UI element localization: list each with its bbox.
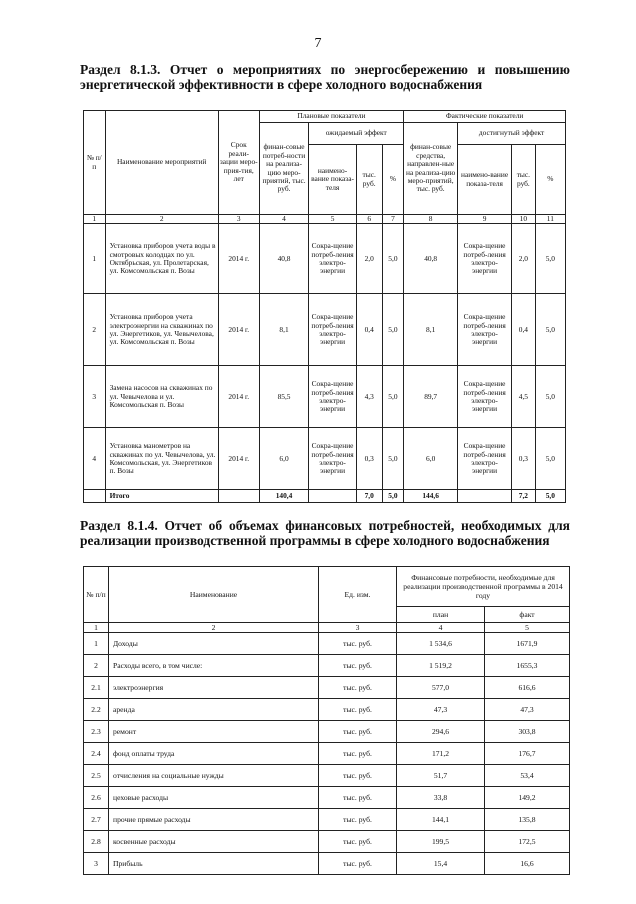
table-row bbox=[84, 366, 566, 428]
header-planned: Плановые показатели bbox=[259, 111, 403, 123]
t2-header-name: Наименование bbox=[109, 567, 319, 623]
plan-fin: 85,5 bbox=[259, 366, 309, 428]
fact-effect-name: Сокра-щение потреб-ления электро-энергии bbox=[458, 224, 512, 294]
row-number: 2.1 bbox=[84, 677, 109, 699]
fact-value: 176,7 bbox=[485, 743, 570, 765]
plan-effect-name: Сокра-щение потреб-ления электро-энергии bbox=[309, 224, 356, 294]
item-unit: тыс. руб. bbox=[319, 765, 397, 787]
plan-value: 577,0 bbox=[397, 677, 485, 699]
item-unit: тыс. руб. bbox=[319, 831, 397, 853]
table-row bbox=[84, 699, 570, 721]
row-number: 2.6 bbox=[84, 787, 109, 809]
plan-effect-name: Сокра-щение потреб-ления электро-энергии bbox=[309, 428, 356, 490]
item-unit: тыс. руб. bbox=[319, 633, 397, 655]
row-number: 2.3 bbox=[84, 721, 109, 743]
col-number: 3 bbox=[218, 215, 259, 224]
table-row bbox=[84, 655, 570, 677]
fact-value: 53,4 bbox=[485, 765, 570, 787]
row-number: 2.7 bbox=[84, 809, 109, 831]
total-plan-rub: 7,0 bbox=[356, 490, 382, 503]
fact-effect-name: Сокра-щение потреб-ления электро-энергии bbox=[458, 366, 512, 428]
fact-pct: 5,0 bbox=[535, 366, 565, 428]
total-label: Итого bbox=[105, 490, 218, 503]
header-fact-effect-name: наимено-вание показа-теля bbox=[458, 145, 512, 215]
fact-fin: 8,1 bbox=[404, 294, 458, 366]
t2-header-fact: факт bbox=[485, 607, 570, 623]
col-number: 5 bbox=[485, 623, 570, 633]
item-unit: тыс. руб. bbox=[319, 655, 397, 677]
fact-value: 616,6 bbox=[485, 677, 570, 699]
col-number: 1 bbox=[84, 215, 106, 224]
t2-header-plan: план bbox=[397, 607, 485, 623]
item-name: косвенные расходы bbox=[109, 831, 319, 853]
fact-value: 149,2 bbox=[485, 787, 570, 809]
col-number: 7 bbox=[382, 215, 404, 224]
total-fact-pct: 5,0 bbox=[535, 490, 565, 503]
table-row bbox=[84, 765, 570, 787]
table-row bbox=[84, 294, 566, 366]
fact-value: 135,8 bbox=[485, 809, 570, 831]
total-fact-fin: 144,6 bbox=[404, 490, 458, 503]
col-number: 2 bbox=[105, 215, 218, 224]
table-row bbox=[84, 809, 570, 831]
t2-header-needs: Финансовые потребности, необходимые для реализации производственной программы в 2014 году bbox=[397, 567, 570, 607]
table-row bbox=[84, 428, 566, 490]
item-unit: тыс. руб. bbox=[319, 677, 397, 699]
item-name: фонд оплаты труда bbox=[109, 743, 319, 765]
row-number: 2.5 bbox=[84, 765, 109, 787]
plan-effect-name: Сокра-щение потреб-ления электро-энергии bbox=[309, 366, 356, 428]
table-row bbox=[84, 831, 570, 853]
row-number: 1 bbox=[84, 633, 109, 655]
plan-effect-name: Сокра-щение потреб-ления электро-энергии bbox=[309, 294, 356, 366]
measure-term: 2014 г. bbox=[218, 366, 259, 428]
measure-term: 2014 г. bbox=[218, 224, 259, 294]
col-number: 10 bbox=[512, 215, 536, 224]
plan-pct: 5,0 bbox=[382, 224, 404, 294]
fact-value: 47,3 bbox=[485, 699, 570, 721]
section-8-1-3-title: Раздел 8.1.3. Отчет о мероприятиях по энергосбережению и повышению энергетической эффективности в сфере холодного водоснабжения bbox=[80, 62, 570, 92]
row-number: 2.8 bbox=[84, 831, 109, 853]
plan-value: 15,4 bbox=[397, 853, 485, 875]
energy-measures-table bbox=[83, 110, 566, 503]
row-number: 3 bbox=[84, 366, 106, 428]
plan-pct: 5,0 bbox=[382, 366, 404, 428]
plan-rub: 2,0 bbox=[356, 224, 382, 294]
plan-value: 1 519,2 bbox=[397, 655, 485, 677]
total-row bbox=[84, 490, 566, 503]
col-number: 3 bbox=[319, 623, 397, 633]
plan-fin: 8,1 bbox=[259, 294, 309, 366]
t2-header-num: № п/п bbox=[84, 567, 109, 623]
table-row bbox=[84, 224, 566, 294]
row-number: 4 bbox=[84, 428, 106, 490]
row-number: 2 bbox=[84, 655, 109, 677]
row-number: 3 bbox=[84, 853, 109, 875]
header-plan-effect-name: наимено-вание показа-теля bbox=[309, 145, 356, 215]
fact-fin: 89,7 bbox=[404, 366, 458, 428]
row-number: 2.2 bbox=[84, 699, 109, 721]
item-unit: тыс. руб. bbox=[319, 699, 397, 721]
col-number: 8 bbox=[404, 215, 458, 224]
table-row bbox=[84, 633, 570, 655]
plan-pct: 5,0 bbox=[382, 428, 404, 490]
col-number: 11 bbox=[535, 215, 565, 224]
total-fact-rub: 7,2 bbox=[512, 490, 536, 503]
header-actual: Фактические показатели bbox=[404, 111, 566, 123]
fact-rub: 0,4 bbox=[512, 294, 536, 366]
plan-pct: 5,0 bbox=[382, 294, 404, 366]
total-plan-fin: 140,4 bbox=[259, 490, 309, 503]
header-achieved-effect: достигнутый эффект bbox=[458, 123, 566, 145]
item-unit: тыс. руб. bbox=[319, 809, 397, 831]
plan-value: 294,6 bbox=[397, 721, 485, 743]
col-number: 2 bbox=[109, 623, 319, 633]
table-row bbox=[84, 721, 570, 743]
t2-header-unit: Ед. изм. bbox=[319, 567, 397, 623]
table-row bbox=[84, 743, 570, 765]
financial-needs-table bbox=[83, 566, 570, 875]
plan-value: 171,2 bbox=[397, 743, 485, 765]
header-plan-rub: тыс. руб. bbox=[356, 145, 382, 215]
plan-value: 47,3 bbox=[397, 699, 485, 721]
table-row bbox=[84, 677, 570, 699]
measure-term: 2014 г. bbox=[218, 294, 259, 366]
header-term: Срок реали-зации меро-прия-тия, лет bbox=[218, 111, 259, 215]
plan-rub: 4,3 bbox=[356, 366, 382, 428]
measure-name: Установка приборов учета воды в смотровых колодцах по ул. Октябрьская, ул. Пролетарская, ул. Комсомольская п. Возы bbox=[105, 224, 218, 294]
plan-value: 144,1 bbox=[397, 809, 485, 831]
table-row bbox=[84, 787, 570, 809]
item-name: электроэнергия bbox=[109, 677, 319, 699]
fact-pct: 5,0 bbox=[535, 224, 565, 294]
fact-pct: 5,0 bbox=[535, 294, 565, 366]
plan-value: 51,7 bbox=[397, 765, 485, 787]
item-name: отчисления на социальные нужды bbox=[109, 765, 319, 787]
col-number: 1 bbox=[84, 623, 109, 633]
fact-value: 1671,9 bbox=[485, 633, 570, 655]
item-unit: тыс. руб. bbox=[319, 721, 397, 743]
measure-name: Установка приборов учета электроэнергии на скважинах по ул. Энергетиков, ул. Чевычелова, ул. Комсомольская п. Возы bbox=[105, 294, 218, 366]
header-name: Наименование мероприятий bbox=[105, 111, 218, 215]
measure-name: Установка манометров на скважинах по ул. Чевычелова, ул. Комсомольская, ул. Энергетиков п. Возы bbox=[105, 428, 218, 490]
item-unit: тыс. руб. bbox=[319, 743, 397, 765]
header-num: № п/п bbox=[84, 111, 106, 215]
item-name: Расходы всего, в том числе: bbox=[109, 655, 319, 677]
col-number: 5 bbox=[309, 215, 356, 224]
plan-rub: 0,3 bbox=[356, 428, 382, 490]
row-number: 2 bbox=[84, 294, 106, 366]
plan-value: 33,8 bbox=[397, 787, 485, 809]
row-number: 2.4 bbox=[84, 743, 109, 765]
item-name: Прибыль bbox=[109, 853, 319, 875]
fact-fin: 6,0 bbox=[404, 428, 458, 490]
header-expected-effect: ожидаемый эффект bbox=[309, 123, 404, 145]
plan-value: 1 534,6 bbox=[397, 633, 485, 655]
header-fact-rub: тыс. руб. bbox=[512, 145, 536, 215]
table-row bbox=[84, 853, 570, 875]
item-name: прочие прямые расходы bbox=[109, 809, 319, 831]
col-number: 6 bbox=[356, 215, 382, 224]
section-8-1-4-title: Раздел 8.1.4. Отчет об объемах финансовых потребностей, необходимых для реализации производственной программы в сфере холодного водоснабжения bbox=[80, 518, 570, 548]
fact-value: 172,5 bbox=[485, 831, 570, 853]
item-name: ремонт bbox=[109, 721, 319, 743]
header-fact-pct: % bbox=[535, 145, 565, 215]
fact-rub: 0,3 bbox=[512, 428, 536, 490]
fact-effect-name: Сокра-щение потреб-ления электро-энергии bbox=[458, 294, 512, 366]
header-plan-pct: % bbox=[382, 145, 404, 215]
col-number: 4 bbox=[259, 215, 309, 224]
fact-effect-name: Сокра-щение потреб-ления электро-энергии bbox=[458, 428, 512, 490]
fact-rub: 2,0 bbox=[512, 224, 536, 294]
item-name: цеховые расходы bbox=[109, 787, 319, 809]
fact-value: 16,6 bbox=[485, 853, 570, 875]
fact-fin: 40,8 bbox=[404, 224, 458, 294]
total-plan-pct: 5,0 bbox=[382, 490, 404, 503]
item-unit: тыс. руб. bbox=[319, 853, 397, 875]
header-fact-fin: финан-совые средства, направлен-ные на реализа-цию меро-приятий, тыс. руб. bbox=[404, 123, 458, 215]
fact-rub: 4,5 bbox=[512, 366, 536, 428]
fact-value: 303,8 bbox=[485, 721, 570, 743]
row-number: 1 bbox=[84, 224, 106, 294]
item-unit: тыс. руб. bbox=[319, 787, 397, 809]
col-number: 4 bbox=[397, 623, 485, 633]
plan-rub: 0,4 bbox=[356, 294, 382, 366]
plan-fin: 40,8 bbox=[259, 224, 309, 294]
plan-value: 199,5 bbox=[397, 831, 485, 853]
page-number: 7 bbox=[314, 36, 322, 51]
measure-name: Замена насосов на скважинах по ул. Чевычелова и ул. Комсомольская п. Возы bbox=[105, 366, 218, 428]
plan-fin: 6,0 bbox=[259, 428, 309, 490]
fact-pct: 5,0 bbox=[535, 428, 565, 490]
col-number: 9 bbox=[458, 215, 512, 224]
header-plan-fin: финан-совые потреб-ности на реализа-цию меро-приятий, тыс. руб. bbox=[259, 123, 309, 215]
fact-value: 1655,3 bbox=[485, 655, 570, 677]
measure-term: 2014 г. bbox=[218, 428, 259, 490]
item-name: Доходы bbox=[109, 633, 319, 655]
item-name: аренда bbox=[109, 699, 319, 721]
